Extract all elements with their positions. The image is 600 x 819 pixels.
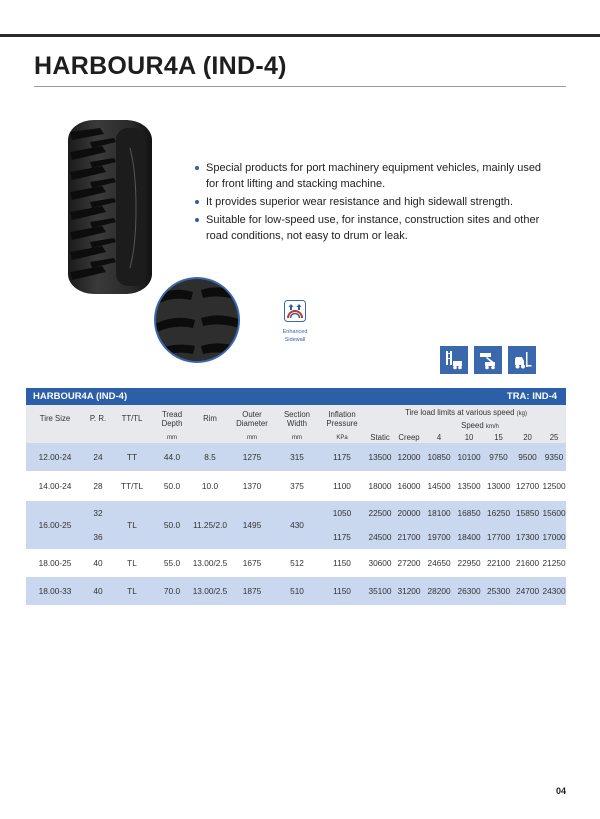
cell-size: 16.00-25 [38, 520, 72, 530]
cell-speed-15: 17700 [486, 532, 511, 542]
col-header-load-limits [366, 405, 566, 419]
outer-diameter-line1: Outer [242, 409, 262, 419]
table-row [26, 443, 566, 471]
cell-outer: 1675 [242, 558, 262, 568]
tread-depth-line1: Tread [161, 409, 183, 419]
badge-label-line1: Enhanced [282, 329, 308, 335]
col-header-speed [394, 419, 566, 432]
unit-tread: mm [152, 432, 192, 443]
cell-size: 18.00-33 [38, 586, 72, 596]
cell-tttl: TL [127, 586, 137, 596]
cell-static: 13500 [368, 452, 392, 462]
cell-pr: 28 [93, 481, 103, 491]
cell-section: 315 [290, 452, 304, 462]
table-title: HARBOUR4A (IND-4) [26, 388, 424, 405]
cell-rim: 13.00/2.5 [192, 558, 228, 568]
cell-section: 430 [290, 520, 304, 530]
feature-list [195, 160, 555, 246]
cell-speed-25: 9350 [544, 452, 564, 462]
forklift-icon [508, 346, 536, 374]
table-row [26, 549, 566, 577]
tread-detail-image [153, 276, 241, 369]
cell-tttl: TL [127, 520, 137, 530]
cell-speed-25: 24300 [542, 586, 566, 596]
col-header-rim: Rim [192, 405, 228, 432]
reach-stacker-icon [440, 346, 468, 374]
col-header-pr: P. R. [84, 405, 112, 432]
col-header-speed-4: 4 [424, 432, 454, 443]
col-header-section-width [276, 405, 318, 432]
section-width-line1: Section [283, 409, 310, 419]
header-spacer [84, 432, 112, 443]
col-header-speed-15: 15 [484, 432, 513, 443]
badge-label-line2: Sidewall [284, 337, 306, 343]
load-limits-label: Tire load limits at various speed [405, 407, 515, 417]
container-handler-icon [474, 346, 502, 374]
cell-tttl: TL [127, 558, 137, 568]
tra-code: TRA: IND-4 [424, 388, 566, 405]
col-header-static: Static [366, 432, 394, 443]
cell-speed-4: 14500 [427, 481, 451, 491]
cell-static: 24500 [368, 532, 392, 542]
cell-speed-15: 9750 [489, 452, 508, 462]
unit-section: mm [276, 432, 318, 443]
cell-speed-15: 25300 [486, 586, 511, 596]
cell-rim: 8.5 [204, 452, 216, 462]
col-header-tttl: TT/TL [112, 405, 152, 432]
cell-static: 30600 [368, 558, 392, 568]
cell-pr: 40 [93, 558, 103, 568]
cell-speed-10: 26300 [457, 586, 481, 596]
top-rule [0, 34, 600, 37]
cell-pr: 32 [93, 508, 103, 518]
col-header-speed-20: 20 [513, 432, 542, 443]
header-spacer [112, 432, 152, 443]
table-title-bar [26, 388, 566, 405]
cell-size: 14.00-24 [38, 481, 72, 491]
cell-speed-15: 13000 [486, 481, 511, 491]
cell-speed-10: 16850 [457, 508, 481, 518]
cell-size: 12.00-24 [38, 452, 72, 462]
cell-rim: 11.25/2.0 [193, 520, 227, 530]
cell-speed-10: 13500 [457, 481, 481, 491]
cell-speed-25: 15600 [542, 508, 566, 518]
cell-inflation: 1150 [333, 558, 351, 568]
table-row [26, 501, 566, 525]
col-header-inflation [318, 405, 366, 432]
cell-speed-10: 22950 [457, 558, 481, 568]
cell-tread: 70.0 [163, 586, 181, 596]
cell-section: 375 [290, 481, 304, 491]
speed-unit: km/h [485, 424, 499, 430]
cell-speed-4: 19700 [427, 532, 451, 542]
col-header-speed-10: 10 [454, 432, 484, 443]
cell-rim: 13.00/2.5 [192, 586, 228, 596]
header-spacer [192, 432, 228, 443]
cell-pr: 40 [93, 586, 103, 596]
cell-inflation: 1150 [333, 586, 351, 596]
cell-speed-4: 28200 [427, 586, 451, 596]
unit-inflation: KPa [318, 432, 366, 443]
cell-inflation: 1175 [333, 532, 351, 542]
cell-speed-25: 17000 [542, 532, 566, 542]
cell-outer: 1875 [242, 586, 262, 596]
cell-speed-20: 17300 [515, 532, 540, 542]
inflation-line1: Inflation [328, 409, 356, 419]
cell-section: 512 [290, 558, 304, 568]
cell-static: 18000 [368, 481, 392, 491]
cell-outer: 1370 [242, 481, 262, 491]
cell-rim: 10.0 [201, 481, 219, 491]
application-icons [440, 346, 536, 374]
cell-speed-20: 9500 [518, 452, 537, 462]
tread-depth-line2: Depth [161, 418, 183, 428]
cell-creep: 31200 [397, 586, 421, 596]
col-header-speed-25: 25 [542, 432, 566, 443]
cell-speed-4: 24650 [427, 558, 451, 568]
cell-pr: 36 [93, 532, 103, 542]
col-header-tread-depth [152, 405, 192, 432]
cell-creep: 21700 [397, 532, 421, 542]
cell-speed-4: 10850 [427, 452, 451, 462]
cell-speed-15: 22100 [486, 558, 511, 568]
cell-speed-10: 10100 [457, 452, 481, 462]
cell-speed-20: 21600 [515, 558, 540, 568]
unit-outer: mm [228, 432, 276, 443]
enhanced-sidewall-icon [284, 300, 306, 322]
cell-tread: 50.0 [163, 481, 181, 491]
cell-speed-25: 21250 [542, 558, 566, 568]
cell-speed-15: 16250 [486, 508, 511, 518]
page-title: HARBOUR4A (IND-4) [34, 52, 287, 80]
cell-inflation: 1050 [332, 508, 352, 518]
table-row [26, 471, 566, 501]
col-header-tire-size: Tire Size [26, 405, 84, 432]
cell-static: 35100 [368, 586, 392, 596]
cell-creep: 27200 [397, 558, 421, 568]
title-divider [34, 86, 566, 87]
page-number: 04 [556, 786, 567, 796]
cell-outer: 1275 [242, 452, 262, 462]
cell-inflation: 1100 [333, 481, 351, 491]
cell-creep: 20000 [397, 508, 421, 518]
load-limits-unit: (kg) [516, 410, 527, 417]
feature-item: Special products for port machinery equipment vehicles, mainly used for front lifting and stacking machine. [195, 160, 555, 192]
cell-tread: 50.0 [163, 520, 181, 530]
cell-speed-4: 18100 [427, 508, 451, 518]
cell-tttl: TT/TL [120, 481, 144, 491]
feature-item: Suitable for low-speed use, for instance, construction sites and other road conditions, not easy to drum or leak. [195, 212, 555, 244]
spec-table [26, 388, 566, 605]
header-spacer [366, 419, 394, 432]
cell-speed-20: 15850 [515, 508, 540, 518]
speed-label: Speed [461, 421, 484, 430]
cell-tttl: TT [126, 452, 138, 462]
table-row [26, 577, 566, 605]
enhanced-sidewall-badge [276, 300, 314, 343]
cell-tread: 55.0 [163, 558, 181, 568]
section-width-line2: Width [287, 418, 307, 428]
cell-pr: 24 [93, 452, 103, 462]
header-spacer [26, 432, 84, 443]
cell-creep: 16000 [397, 481, 421, 491]
cell-static: 22500 [368, 508, 392, 518]
cell-section: 510 [290, 586, 304, 596]
cell-speed-10: 18400 [457, 532, 481, 542]
col-header-outer-diameter [228, 405, 276, 432]
cell-inflation: 1175 [333, 452, 351, 462]
cell-creep: 12000 [397, 452, 421, 462]
feature-item: It provides superior wear resistance and high sidewall strength. [195, 194, 555, 210]
cell-speed-20: 24700 [515, 586, 540, 596]
outer-diameter-line2: Diameter [236, 418, 268, 428]
cell-tread: 44.0 [163, 452, 181, 462]
cell-speed-20: 12700 [515, 481, 540, 491]
cell-outer: 1495 [242, 520, 262, 530]
cell-speed-25: 12500 [542, 481, 566, 491]
tire-image [60, 118, 160, 301]
cell-size: 18.00-25 [38, 558, 72, 568]
inflation-line2: Pressure [326, 418, 358, 428]
col-header-creep: Creep [394, 432, 424, 443]
